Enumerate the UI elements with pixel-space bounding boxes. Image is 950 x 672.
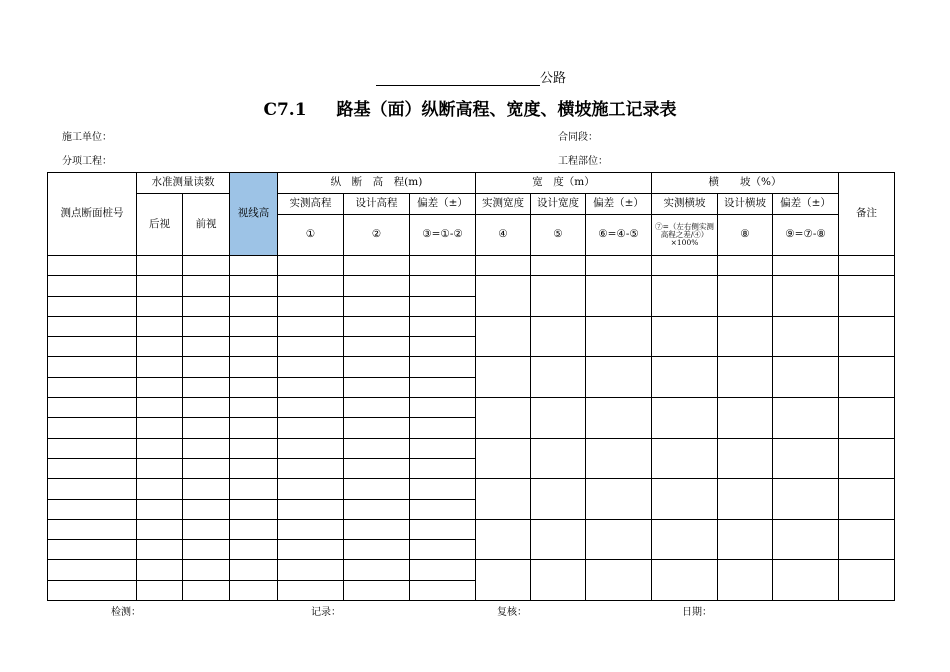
data-cell[interactable] — [183, 560, 230, 580]
data-cell[interactable] — [839, 357, 895, 398]
data-cell[interactable] — [773, 519, 839, 560]
data-cell[interactable] — [586, 519, 652, 560]
data-cell[interactable] — [586, 398, 652, 439]
data-cell[interactable] — [183, 438, 230, 458]
data-cell[interactable] — [278, 418, 344, 438]
data-row — [48, 256, 895, 276]
data-cell[interactable] — [718, 256, 773, 276]
data-cell[interactable] — [718, 316, 773, 357]
data-cell[interactable] — [278, 540, 344, 560]
data-cell[interactable] — [344, 519, 410, 539]
data-cell[interactable] — [839, 316, 895, 357]
form-title-text: 路基（面）纵断高程、宽度、横坡施工记录表 — [336, 100, 677, 120]
data-cell[interactable] — [48, 418, 137, 438]
data-cell[interactable] — [344, 377, 410, 397]
data-cell[interactable] — [531, 357, 586, 398]
data-cell[interactable] — [531, 398, 586, 439]
data-row — [48, 560, 895, 580]
data-cell[interactable] — [773, 479, 839, 520]
road-name-line — [376, 67, 566, 86]
data-cell[interactable] — [183, 398, 230, 418]
data-cell[interactable] — [344, 540, 410, 560]
slope-group-header: 横 坡（%） — [652, 173, 839, 194]
data-cell[interactable] — [410, 499, 476, 519]
data-cell[interactable] — [652, 256, 718, 276]
data-cell[interactable] — [839, 398, 895, 439]
data-cell[interactable] — [48, 316, 137, 336]
data-cell[interactable] — [531, 256, 586, 276]
design-slope-header: 设计横坡 — [718, 194, 773, 215]
data-cell[interactable] — [344, 499, 410, 519]
backsight-header: 后视 — [137, 194, 183, 256]
data-cell[interactable] — [48, 357, 137, 377]
data-cell[interactable] — [476, 519, 531, 560]
sub-project-label: 分项工程： — [62, 156, 112, 167]
data-row — [48, 276, 895, 296]
data-cell[interactable] — [183, 337, 230, 357]
data-cell[interactable] — [230, 519, 278, 539]
data-cell[interactable] — [586, 256, 652, 276]
data-cell[interactable] — [137, 357, 183, 377]
data-cell[interactable] — [230, 276, 278, 296]
data-cell[interactable] — [476, 357, 531, 398]
station-header: 测点断面桩号 — [48, 173, 137, 256]
data-cell[interactable] — [344, 357, 410, 377]
data-cell[interactable] — [839, 519, 895, 560]
construction-unit-label: 施工单位： — [62, 132, 112, 143]
data-cell[interactable] — [48, 580, 137, 600]
data-cell[interactable] — [718, 438, 773, 479]
data-cell[interactable] — [531, 519, 586, 560]
data-cell[interactable] — [278, 357, 344, 377]
data-cell[interactable] — [137, 458, 183, 478]
data-cell[interactable] — [278, 276, 344, 296]
formula-1: ① — [278, 215, 344, 256]
data-cell[interactable] — [137, 418, 183, 438]
data-cell[interactable] — [48, 479, 137, 499]
width-dev-header: 偏差（±） — [586, 194, 652, 215]
data-cell[interactable] — [278, 316, 344, 336]
data-cell[interactable] — [531, 479, 586, 520]
data-cell[interactable] — [773, 357, 839, 398]
design-width-header: 设计宽度 — [531, 194, 586, 215]
data-cell[interactable] — [48, 458, 137, 478]
data-cell[interactable] — [230, 499, 278, 519]
data-cell[interactable] — [230, 560, 278, 580]
data-cell[interactable] — [48, 560, 137, 580]
data-cell[interactable] — [278, 580, 344, 600]
data-row — [48, 357, 895, 377]
data-cell[interactable] — [476, 276, 531, 317]
data-cell[interactable] — [183, 458, 230, 478]
data-cell[interactable] — [278, 377, 344, 397]
data-cell[interactable] — [230, 580, 278, 600]
data-cell[interactable] — [183, 580, 230, 600]
data-cell[interactable] — [278, 438, 344, 458]
data-cell[interactable] — [48, 438, 137, 458]
data-cell[interactable] — [137, 519, 183, 539]
data-row — [48, 519, 895, 539]
data-cell[interactable] — [278, 256, 344, 276]
slope-dev-header: 偏差（±） — [773, 194, 839, 215]
data-cell[interactable] — [410, 540, 476, 560]
data-cell[interactable] — [718, 398, 773, 439]
data-cell[interactable] — [410, 276, 476, 296]
data-cell[interactable] — [230, 377, 278, 397]
data-cell[interactable] — [773, 316, 839, 357]
recorder-label: 记录： — [311, 607, 341, 618]
sight-height-header: 视线高 — [230, 173, 278, 256]
formula-5: ⑤ — [531, 215, 586, 256]
data-cell[interactable] — [476, 560, 531, 601]
data-cell[interactable] — [230, 256, 278, 276]
inspector-label: 检测： — [111, 607, 141, 618]
data-cell[interactable] — [344, 337, 410, 357]
data-cell[interactable] — [531, 316, 586, 357]
formula-6: ⑥=④-⑤ — [586, 215, 652, 256]
measured-width-header: 实测宽度 — [476, 194, 531, 215]
data-cell[interactable] — [137, 276, 183, 296]
data-cell[interactable] — [476, 398, 531, 439]
data-cell[interactable] — [586, 560, 652, 601]
width-group-header: 宽 度（m） — [476, 173, 652, 194]
data-row — [48, 316, 895, 336]
leveling-group-header: 水准测量读数 — [137, 173, 230, 194]
design-elev-header: 设计高程 — [344, 194, 410, 215]
data-cell[interactable] — [278, 296, 344, 316]
data-cell[interactable] — [410, 398, 476, 418]
data-cell[interactable] — [652, 479, 718, 520]
data-cell[interactable] — [476, 438, 531, 479]
data-cell[interactable] — [230, 458, 278, 478]
data-cell[interactable] — [839, 256, 895, 276]
date-label: 日期： — [682, 607, 712, 618]
data-row — [48, 438, 895, 458]
data-cell[interactable] — [476, 316, 531, 357]
data-cell[interactable] — [773, 276, 839, 317]
data-cell[interactable] — [137, 256, 183, 276]
data-cell[interactable] — [344, 296, 410, 316]
data-cell[interactable] — [183, 357, 230, 377]
data-cell[interactable] — [137, 479, 183, 499]
data-cell[interactable] — [48, 256, 137, 276]
data-cell[interactable] — [278, 337, 344, 357]
data-cell[interactable] — [344, 438, 410, 458]
data-cell[interactable] — [839, 276, 895, 317]
foresight-header: 前视 — [183, 194, 230, 256]
data-cell[interactable] — [652, 357, 718, 398]
data-row — [48, 398, 895, 418]
data-cell[interactable] — [586, 479, 652, 520]
data-cell[interactable] — [344, 580, 410, 600]
contract-section-label: 合同段： — [558, 132, 598, 143]
data-cell[interactable] — [586, 276, 652, 317]
data-cell[interactable] — [137, 540, 183, 560]
data-cell[interactable] — [344, 256, 410, 276]
data-cell[interactable] — [344, 418, 410, 438]
data-cell[interactable] — [230, 296, 278, 316]
project-location-label: 工程部位： — [558, 156, 608, 167]
data-cell[interactable] — [344, 458, 410, 478]
data-cell[interactable] — [773, 398, 839, 439]
data-cell[interactable] — [839, 479, 895, 520]
data-cell[interactable] — [183, 479, 230, 499]
data-cell[interactable] — [183, 540, 230, 560]
data-cell[interactable] — [531, 438, 586, 479]
data-cell[interactable] — [137, 316, 183, 336]
data-cell[interactable] — [48, 540, 137, 560]
data-cell[interactable] — [48, 296, 137, 316]
data-cell[interactable] — [410, 337, 476, 357]
data-cell[interactable] — [652, 519, 718, 560]
data-cell[interactable] — [183, 519, 230, 539]
data-cell[interactable] — [773, 560, 839, 601]
data-cell[interactable] — [137, 580, 183, 600]
data-cell[interactable] — [230, 479, 278, 499]
form-title — [0, 95, 940, 120]
data-cell[interactable] — [230, 357, 278, 377]
data-cell[interactable] — [137, 296, 183, 316]
data-cell[interactable] — [718, 519, 773, 560]
measured-slope-header: 实测横坡 — [652, 194, 718, 215]
data-cell[interactable] — [183, 418, 230, 438]
remarks-header: 备注 — [839, 173, 895, 256]
data-cell[interactable] — [48, 377, 137, 397]
data-cell[interactable] — [718, 357, 773, 398]
data-cell[interactable] — [48, 337, 137, 357]
data-cell[interactable] — [230, 316, 278, 336]
data-cell[interactable] — [410, 316, 476, 336]
data-cell[interactable] — [773, 438, 839, 479]
data-cell[interactable] — [410, 458, 476, 478]
data-cell[interactable] — [718, 560, 773, 601]
data-cell[interactable] — [137, 337, 183, 357]
formula-2: ② — [344, 215, 410, 256]
data-cell[interactable] — [586, 316, 652, 357]
data-cell[interactable] — [531, 560, 586, 601]
data-cell[interactable] — [652, 438, 718, 479]
measured-elev-header: 实测高程 — [278, 194, 344, 215]
data-cell[interactable] — [718, 276, 773, 317]
data-cell[interactable] — [183, 499, 230, 519]
data-cell[interactable] — [230, 398, 278, 418]
data-cell[interactable] — [278, 398, 344, 418]
data-cell[interactable] — [652, 398, 718, 439]
data-cell[interactable] — [344, 398, 410, 418]
data-cell[interactable] — [718, 479, 773, 520]
elev-dev-header: 偏差（±） — [410, 194, 476, 215]
data-cell[interactable] — [586, 438, 652, 479]
formula-3: ③=①-② — [410, 215, 476, 256]
data-cell[interactable] — [48, 519, 137, 539]
data-cell[interactable] — [410, 377, 476, 397]
data-cell[interactable] — [230, 418, 278, 438]
data-cell[interactable] — [183, 256, 230, 276]
formula-4: ④ — [476, 215, 531, 256]
data-cell[interactable] — [278, 458, 344, 478]
data-cell[interactable] — [652, 560, 718, 601]
data-cell[interactable] — [183, 276, 230, 296]
data-cell[interactable] — [773, 256, 839, 276]
data-cell[interactable] — [183, 296, 230, 316]
data-cell[interactable] — [531, 276, 586, 317]
data-cell[interactable] — [183, 316, 230, 336]
data-cell[interactable] — [410, 519, 476, 539]
data-cell[interactable] — [48, 499, 137, 519]
formula-8: ⑧ — [718, 215, 773, 256]
data-cell[interactable] — [410, 560, 476, 580]
data-cell[interactable] — [652, 316, 718, 357]
data-cell[interactable] — [839, 438, 895, 479]
data-cell[interactable] — [278, 479, 344, 499]
data-cell[interactable] — [410, 256, 476, 276]
data-cell[interactable] — [137, 499, 183, 519]
data-cell[interactable] — [183, 377, 230, 397]
data-cell[interactable] — [410, 296, 476, 316]
data-cell[interactable] — [137, 377, 183, 397]
reviewer-label: 复核： — [497, 607, 527, 618]
data-cell[interactable] — [586, 357, 652, 398]
data-cell[interactable] — [344, 276, 410, 296]
data-cell[interactable] — [137, 398, 183, 418]
formula-9: ⑨=⑦-⑧ — [773, 215, 839, 256]
data-cell[interactable] — [137, 438, 183, 458]
formula-7: ⑦=（左右侧实测高程之差/④）×100% — [652, 215, 718, 256]
data-cell[interactable] — [344, 560, 410, 580]
form-code: C7.1 — [263, 100, 307, 120]
data-cell[interactable] — [230, 438, 278, 458]
data-cell[interactable] — [344, 316, 410, 336]
data-cell[interactable] — [476, 479, 531, 520]
record-table — [47, 172, 895, 601]
data-cell[interactable] — [410, 580, 476, 600]
data-cell[interactable] — [278, 519, 344, 539]
data-row — [48, 479, 895, 499]
data-cell[interactable] — [230, 540, 278, 560]
data-cell[interactable] — [410, 418, 476, 438]
data-cell[interactable] — [410, 357, 476, 377]
data-cell[interactable] — [476, 256, 531, 276]
profile-group-header: 纵 断 高 程(m) — [278, 173, 476, 194]
data-cell[interactable] — [344, 479, 410, 499]
data-cell[interactable] — [410, 479, 476, 499]
data-cell[interactable] — [652, 276, 718, 317]
data-cell[interactable] — [48, 276, 137, 296]
data-cell[interactable] — [839, 560, 895, 601]
road-name-blank[interactable] — [376, 71, 540, 86]
road-suffix: 公路 — [540, 71, 567, 86]
data-cell[interactable] — [278, 560, 344, 580]
data-cell[interactable] — [48, 398, 137, 418]
data-cell[interactable] — [137, 560, 183, 580]
data-cell[interactable] — [278, 499, 344, 519]
data-cell[interactable] — [410, 438, 476, 458]
data-cell[interactable] — [230, 337, 278, 357]
